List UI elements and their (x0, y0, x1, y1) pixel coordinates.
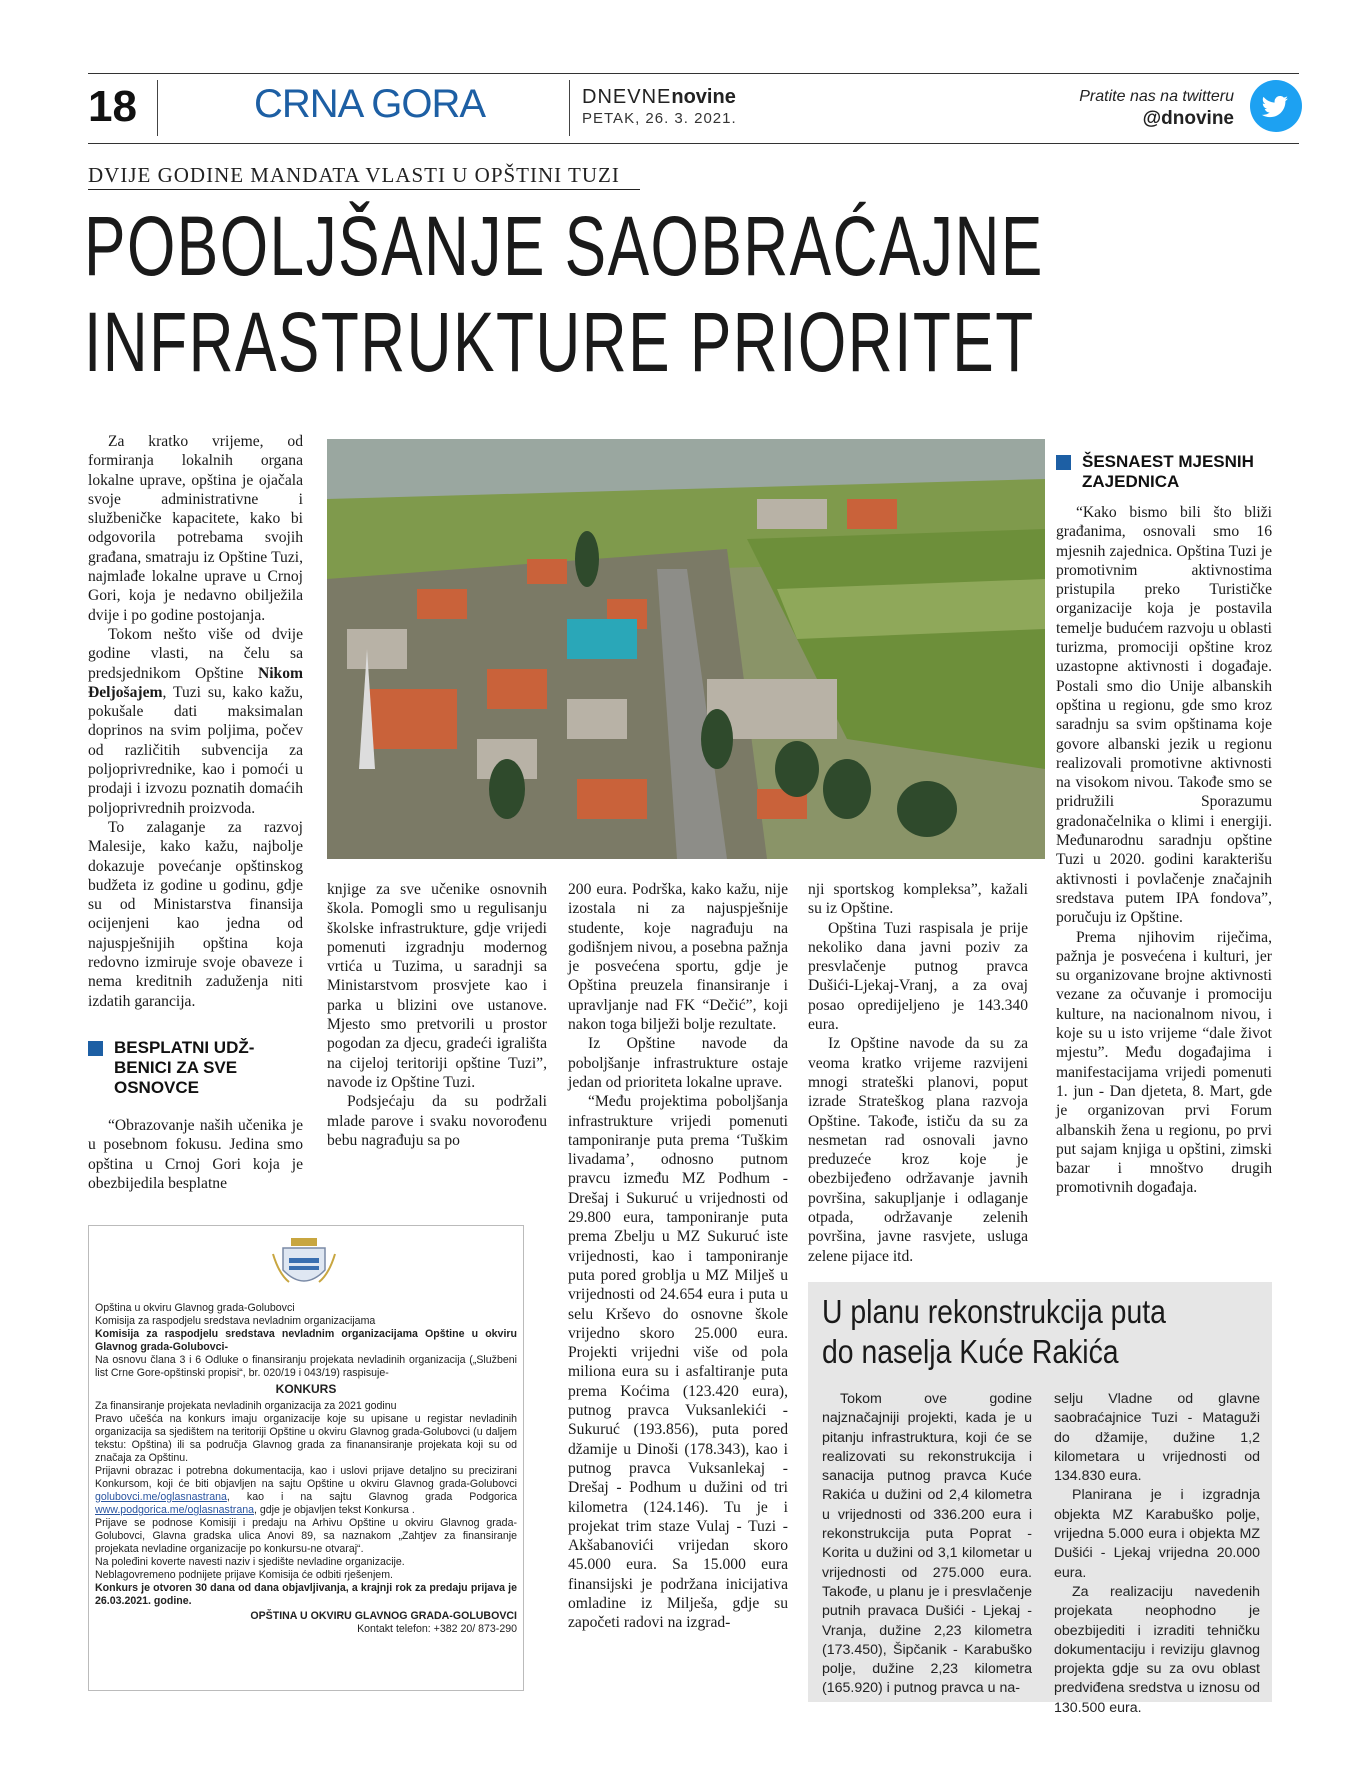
newspaper-brand: DNEVNEnovine (582, 86, 736, 108)
twitter-handle[interactable]: @dnovine (1142, 108, 1234, 129)
article-column-3: 200 eura. Podrška, kako kažu, nije izostala ni za najuspješnije studente, koje nagrađuju na godišnjem nivou, a posebna pažnja je posvećena sportu, gdje je Opština preuzela finansiranje i upravljanje nad FK “Dečić”, koji nakon toga bilježi bolje rezultate. Iz Opštine navode da poboljšanje infrastrukture ostaje jedan od prioriteta lokalne uprave. “Među projektima poboljšanja infrastrukture vrijedi pomenuti tamponiranje puta prema ‘Tuškim livadama’, odnosno putnom pravcu između MZ Podhum - Drešaj i Sukuruć u vrijednosti od 29.800 eura, tamponiranje puta prema Zbelju u MZ Sukuruć iste vrijednosti, kao i tamponiranje puta pored groblja u MZ Milješ u vrijednosti od 24.654 eura i puta u selu Krševo do osnovne škole vrijedno skoro 25.000 eura. Projekti vrijedni više od pola miliona eura su i asfaltiranje puta prema Kоćima (123.420 eura), putnog pravca Vuksanlekići - Sukuruć (193.856), puta pored džamije u Dinoši (178.343), kao i putnog pravca Vuksanlekaj - Drešaj - Podhum u dužini od tri kilometra (124.146). Tu je i projekat trim staze Vulaj - Tuzi - Akšabanovići vrijedan skoro 45.000 eura. Sa 15.000 eura finansijski je podržana inicijativa omladine iz Milješa, gdje su započeti radovi na izgrad- (568, 881, 788, 1632)
notice-body: Opština u okviru Glavnog grada-Golubovci Komisija za raspodjelu sredstava nevladnim organizacijama Komisija za raspodjelu sredstava nevladnim organizacijama Opštine u okviru Glavnog grada-Golubovci- Na osnovu člana 3 i 6 Odluke o finansiranju projekata nevladinih organizacija („Službeni list Crne Gore-opštinski propisi“, br. 020/19 i 043/19) raspisuje- KONKURS Za finansiranje projekata nevladinih organizacija za 2021 godinu Pravo učešća na konkurs imaju organizacije koje su upisane u registar nevladinih organizacija sa sjedištem na teritoriji Opštine u okviru Glavnog grada-Golubovci (u daljem tekstu: Opština) ili sa područja Glavnog grada za finanansiranje projekata koji su od značaja za Opštinu. Prijavni obrazac i potrebna dokumentacija, kao i uslovi prijave detaljno su precizirani Konkursom, koji će biti objavljen na sajtu Opštine u okviru Glavnog grada-Golubovci golubovci.me/oglasnastrana, kao i na sajtu Glavnog grada Podgorica www.podgorica.me/oglasnastrana, gdje je objavljen tekst Konkursa . Prijave se podnose Komisiji i predaju na Arhivu Opštine u okviru Glavnog grada-Golubovci, Glavna gradska ulica Anovi 89, sa naznakom „Zahtjev za finansiranje projekata nevladine organizacije po konkursu-ne otvaraj“. Na poleđini koverte navesti naziv i sjedište nevladine organizacije. Neblagovremeno podnijete prijave Komisija će odbiti rješenjem. Konkurs je otvoren 30 dana od dana objavljivanja, a krajnji rok za predaju prijava je 26.03.2021. godine. OPŠTINA U OKVIRU GLAVNOG GRADA-GOLUBOVCI Kontakt telefon: +382 20/ 873-290 (95, 1302, 517, 1635)
article-headline: POBOLJŠANJE SAOBRAĆAJNE INFRASTRUKTURE PRIORITET (84, 199, 1044, 389)
sidebar-column-1: Tokom ove godine najznačajniji projekti, kada je u pitanju infrastruktura, koji će se realizovati su rekonstrukcija i sanacija putnog pravca Kuće Rakića u dužini od 2,4 kilometra u vrijednosti od 336.200 eura i rekonstrukcija puta Poprat - Korita u dužini od 3,1 kilometar u vrijednosti od 275.000 eura. Takođe, u planu je i presvlačenje putnih pravaca Dušići - Ljekaj - Vranja, dužine 2,23 kilometra (173.450), Šipčanik - Karabuško polje, dužine 2,23 kilometra (165.920) i putnog pravca u na- (822, 1391, 1032, 1697)
kicker-underline (88, 189, 640, 190)
aerial-photo-tuzi (327, 439, 1045, 859)
sidebar-title: U planu rekonstrukcija puta do naselja Kuće Rakića (822, 1293, 1166, 1370)
issue-date: PETAK, 26. 3. 2021. (582, 110, 737, 127)
article-column-1-continued: “Obrazovanje naših učenika je u posebnom fokusu. Jedina smo opština u Crnoj Gori koja je obezbijedila besplatne (88, 1117, 303, 1192)
coat-of-arms-icon (269, 1234, 339, 1294)
notice-title: KONKURS (275, 1382, 337, 1396)
subhead-marker (1056, 455, 1071, 470)
subhead-sixteen-communities: ŠESNAEST MJESNIH ZAJEDNICA (1082, 452, 1282, 492)
link-golubovci[interactable]: golubovci.me/oglasnastrana (95, 1491, 227, 1503)
header-divider (569, 80, 570, 136)
notice-phone: Kontakt telefon: +382 20/ 873-290 (357, 1623, 517, 1635)
public-notice-ad (88, 1225, 524, 1691)
header-divider (157, 80, 158, 136)
header-top-rule (88, 73, 1299, 74)
twitter-bird-icon[interactable] (1250, 80, 1302, 132)
article-column-4: nji sportskog kompleksa”, kažali su iz Opštine. Opština Tuzi raspisala je prije nekoliko dana javni poziv za presvlačenje putnog pravca Dušići-Ljekaj-Vranj, a za ovaj posao opredijeljeno je 143.340 eura. Iz Opštine navode da su za veoma kratko vrijeme razvijeni mnogi strateški planovi, poput izrade Strateškog plana razvoja Opštine. Takođe, ističu da su za nesmetan rad osnovali javno preduzeće kroz koje je obezbijeđeno održavanje javnih površina, sakupljanje i odlaganje otpada, održavanje zelenih površina, javne rasvjete, usluga zelene pijace itd. (808, 881, 1028, 1265)
article-column-1: Za kratko vrijeme, od formiranja lokalnih organa lokalne uprave, opština je ojačala svoje administrativne i službeničke kapacitete, kako bi odgovorila potrebama svojih građana, smatraju iz Opštine Tuzi, najmlađe lokalne uprave u Crnoj Gori, koja je nedavno obilježila dvije i po godine postojanja. Tokom nešto više od dvije godine vlasti, na čelu sa predsjednikom Opštine Nikom Đeljošajem, Tuzi su, kako kažu, pokušale dati maksimalan doprinos na svim poljima, počev od različitih subvencija za poljoprivrednike, kao i pomoći u prodaji i izvozu poznatih domaćih poljoprivrednih proizvoda. To zalaganje za razvoj Malesije, kako kažu, najbolje dokazuje povećanje opštinskog budžeta iz godine u godinu, gdje su od Ministarstva finansija ocijenjeni kao jedna od najuspješnijih opština koja redovno izmiruje svoje obaveze i nema kreditnih zaduženja niti izdatih garancija. (88, 433, 303, 1010)
link-podgorica[interactable]: www.podgorica.me/oglasnastrana (95, 1504, 254, 1516)
article-column-5: “Kako bismo bili što bliži građanima, osnovali smo 16 mjesnih zajednica. Opština Tuzi je promotivnim aktivnostima pristupila preko Turističke organizacije koja je postavila temelje budućem razvoju u oblasti turizma, promociji opštine kroz uzastopne aktivnosti i događaje. Postali smo dio Unije albanskih opština u regionu, gde smo kroz saradnju sa svim opštinama koje govore albanski jezik u regionu realizovali promotivne aktivnosti na visokom nivou. Takođe smo se pridružili Sporazumu gradonačelnika o klimi i energiji. Međunarodnu saradnju opštine Tuzi u 2020. godini karakterišu aktivnosti i povlačenje značajnih sredstava putem IPA fondova”, poručuju iz Opštine. Prema njihovim riječima, pažnja je posvećena i kulturi, jer su organizovane brojne aktivnosti vezane za očuvanje i promociju kulture, na nacionalnom nivou, i koje su u isto vrijeme “dale život mjestu”. Među događajima i manifestacijama vrijedi pomenuti 1. jun - Dan djeteta, 8. Mart, gde je organizovan prvi Forum albanskih žena u regionu, po prvi put sajam knjiga u opštini, zimski bazar i mnoštvo drugih promotivnih događaja. (1056, 504, 1272, 1197)
subhead-marker (88, 1041, 103, 1056)
notice-signature: OPŠTINA U OKVIRU GLAVNOG GRADA-GOLUBOVCI (250, 1610, 517, 1622)
twitter-prompt: Pratite nas na twitteru (1079, 88, 1234, 105)
article-column-2: knjige za sve učenike osnovnih škola. Pomogli smo u regulisanju školske infrastrukture, gdje vrijedi pomenuti izgradnju modernog vrtića u Tuzima, u saradnji sa Ministarstvom prosvjete kao i parka u blizini ove ustanove. Mjesto smo pretvorili u prostor pogodan za djecu, gradeći igrališta na cijeloj teritoriji opštine Tuzi”, navode iz Opštine Tuzi. Podsjećaju da su podržali mlade parove i svaku novorođenu bebu nagrađuju sa po (327, 881, 547, 1149)
aerial-town-illustration (327, 439, 1045, 859)
article-kicker: DVIJE GODINE MANDATA VLASTI U OPŠTINI TUZI (88, 163, 620, 187)
subhead-free-textbooks: BESPLATNI UDŽ- BENICI ZA SVE OSNOVCE (114, 1038, 284, 1098)
header-bottom-rule (88, 143, 1299, 144)
section-title: CRNA GORA (254, 82, 486, 126)
sidebar-column-2: selju Vladne od glavne saobraćajnice Tuzi - Mataguži do džamije, dužine 1,2 kilometara u vrijednosti od 134.830 eura. Planirana je i izgradnja objekta MZ Karabuško polje, vrijedna 5.000 eura i objekta MZ Dušići - Ljekaj vrijedna 20.000 eura. Za realizaciju navedenih projekata neophodno je obezbijediti i izraditi tehničku dokumentaciju i reviziju glavnog projekta gdje su za ovu oblast predviđena sredstva u iznosu od 130.500 eura. (1054, 1391, 1260, 1716)
page-number: 18 (88, 82, 137, 131)
